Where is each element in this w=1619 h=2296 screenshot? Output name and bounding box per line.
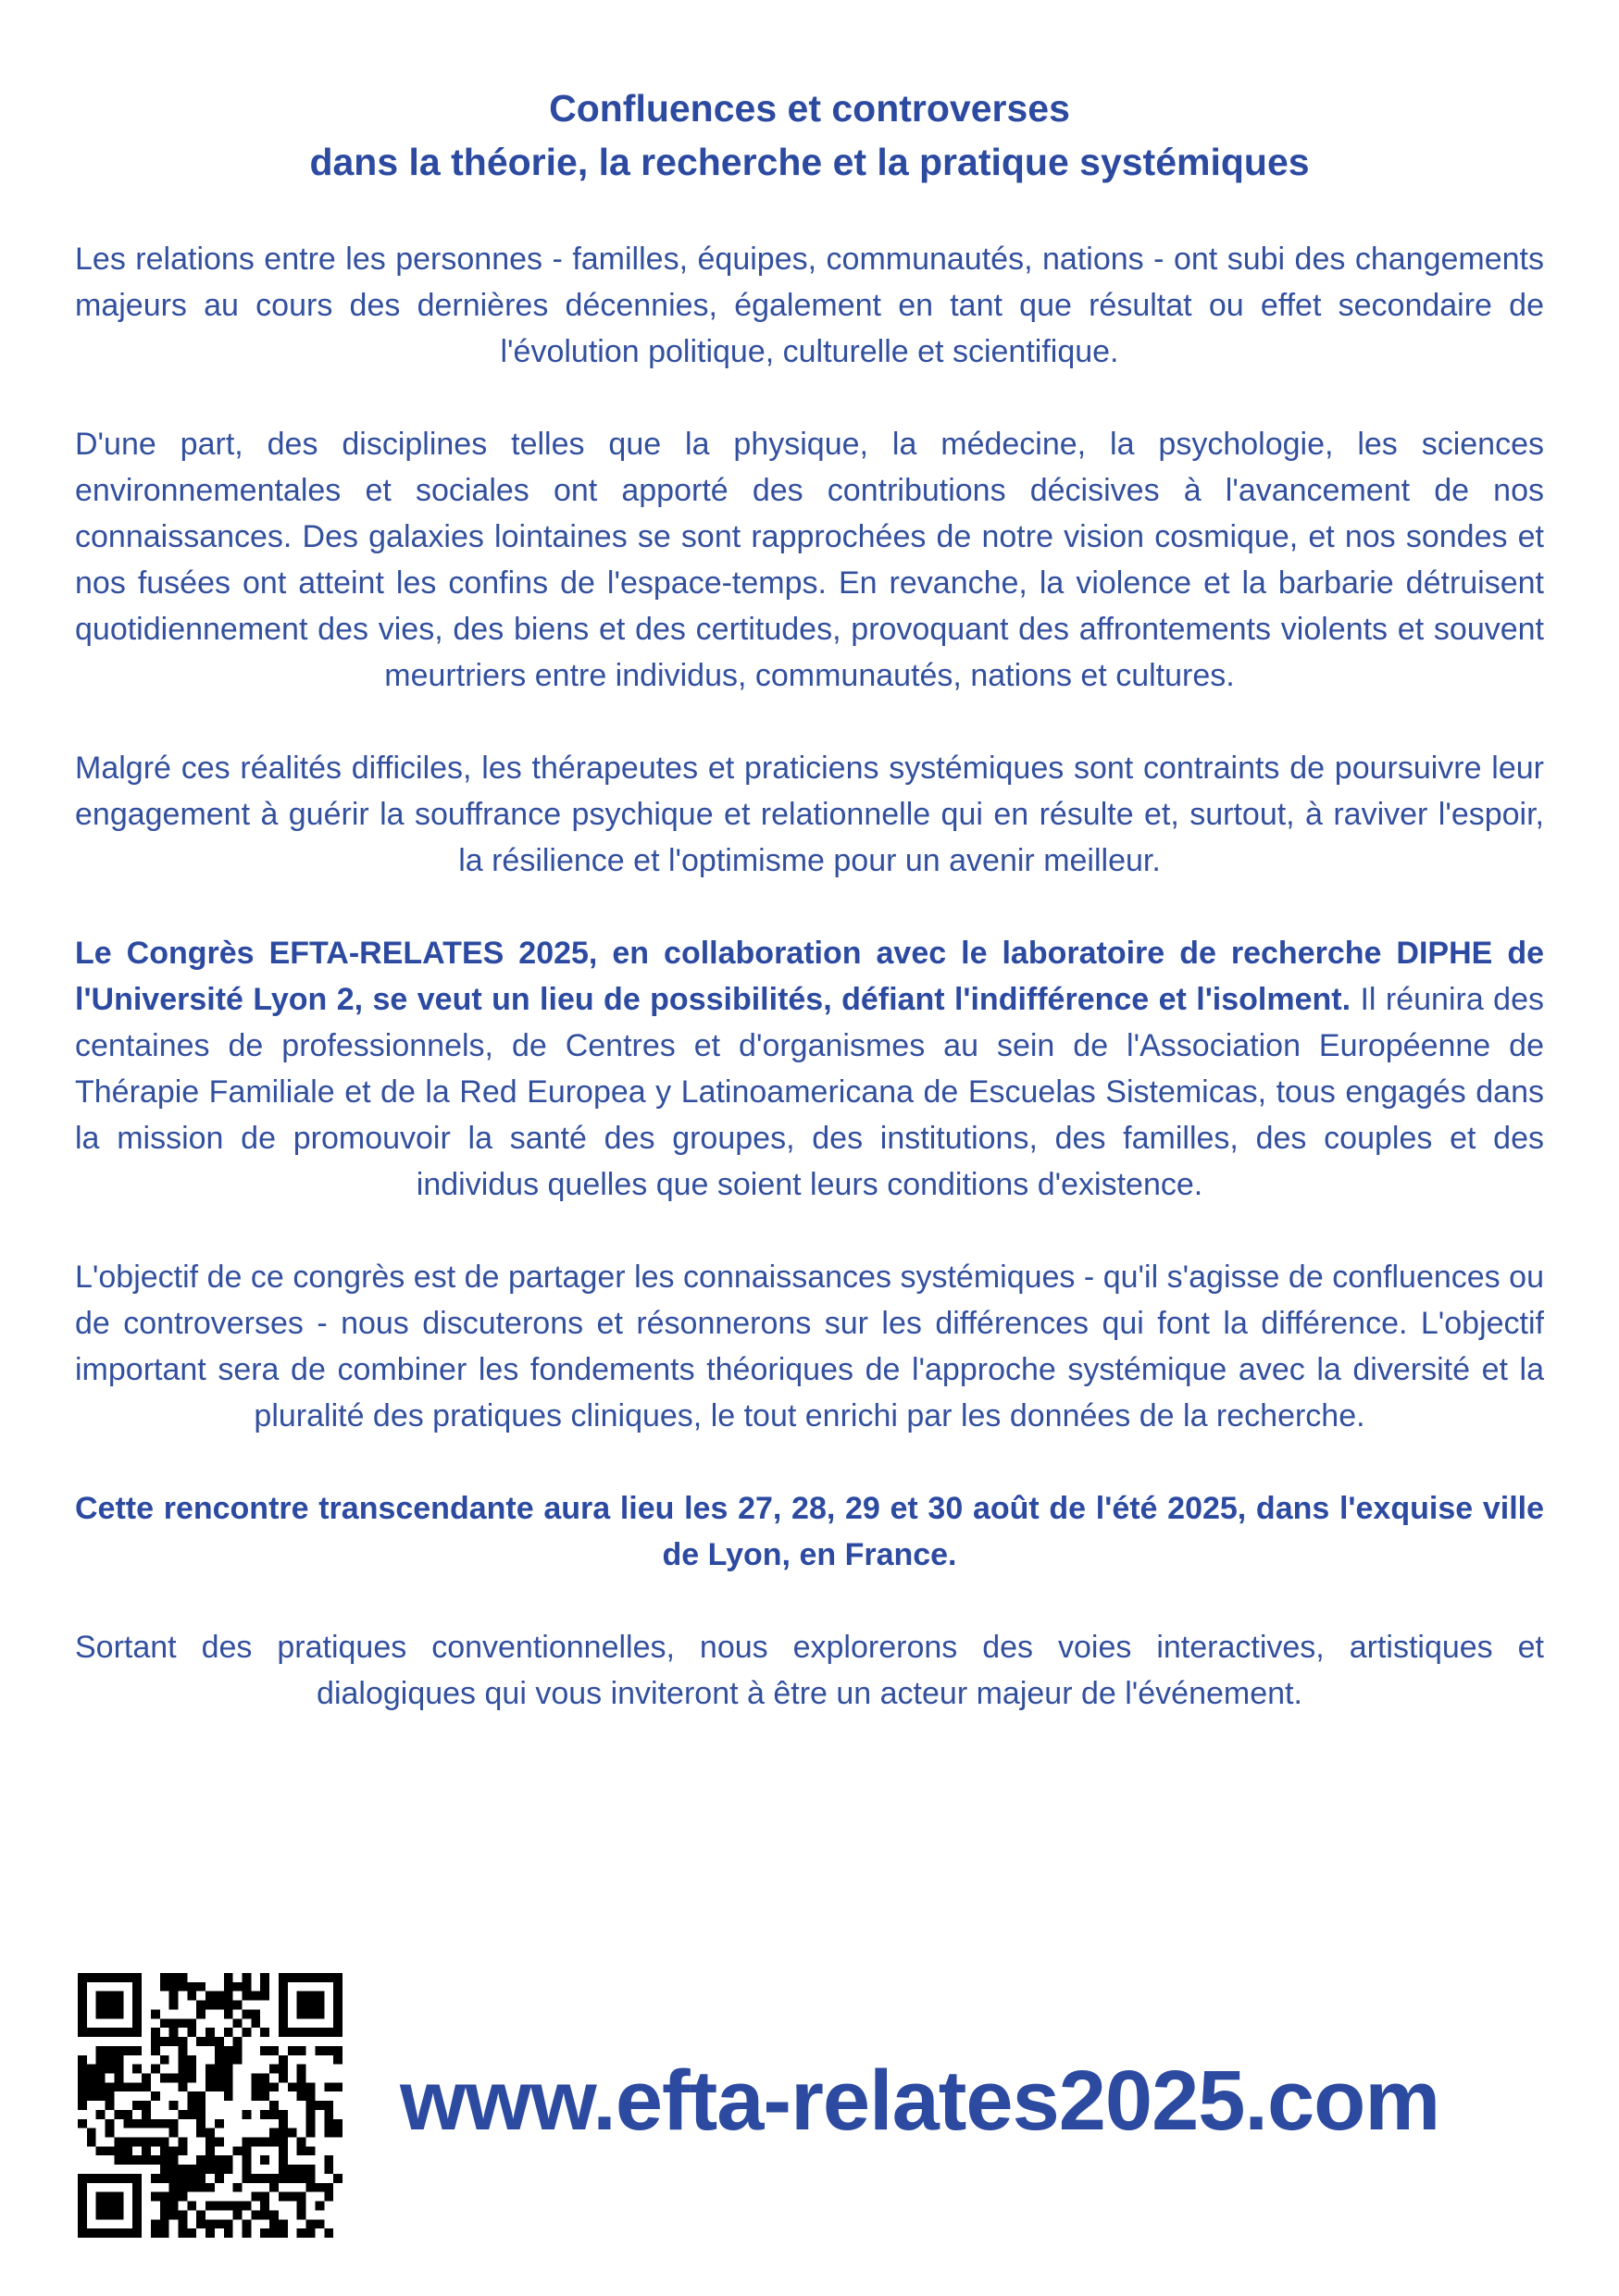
paragraph-pratiques: Sortant des pratiques conventionnelles, nous explorerons des voies interactives, artistiques et dialogiques qui vous inviteront à être un acteur majeur de l'événement. xyxy=(75,1630,1544,1711)
paragraph-congres xyxy=(75,930,1544,1208)
paragraph-objectif: L'objectif de ce congrès est de partager les connaissances systémiques - qu'il s'agisse de confluences ou de controverses - nous discuterons et résonnerons sur les différences qui font la différence. L'objectif important sera de combiner les fondements théoriques de l'approche systémique avec la diversité et la pluralité des pratiques cliniques, le tout enrichi par les données de la recherche. xyxy=(75,1260,1544,1433)
website-link[interactable]: www.efta-relates2025.com xyxy=(400,2054,1440,2148)
paragraph-therapeutes: Malgré ces réalités difficiles, les thérapeutes et praticiens systémiques sont contraints de poursuivre leur engagement à guérir la souffrance psychique et relationnelle qui en résulte et, surtout, à raviver l'espoir, la résilience et l'optimisme pour un avenir meilleur. xyxy=(75,751,1544,878)
page-title xyxy=(74,81,1545,189)
paragraph-relations: Les relations entre les personnes - familles, équipes, communautés, nations - ont subi des changements majeurs au cours des dernières décennies, également en tant que résultat ou effet secondaire de l'évolution politique, culturelle et scientifique. xyxy=(75,242,1544,369)
congres-description: Il réunira des centaines de professionnels, de Centres et d'organismes au sein de l'Association Européenne de Thérapie Familiale et de la Red Europea y Latinoamericana de Escuelas Sistemicas, tous engagés dans la mission de promouvoir la santé des groupes, des institutions, des familles, des couples et des individus quelles que soient leurs conditions d'existence. xyxy=(75,982,1544,1202)
body-content xyxy=(75,236,1544,1763)
title-line-2: dans la théorie, la recherche et la pratique systémiques xyxy=(309,141,1310,183)
congres-highlight: Le Congrès EFTA-RELATES 2025, en collaboration avec le laboratoire de recherche DIPHE de l'Université Lyon 2, se veut un lieu de possibilités, défiant l'indifférence et l'isolment. xyxy=(75,936,1544,1017)
paragraph-disciplines: D'une part, des disciplines telles que la physique, la médecine, la psychologie, les sciences environnementales et sociales ont apporté des contributions décisives à l'avancement de nos connaissances. Des galaxies lointaines se sont rapprochées de notre vision cosmique, et nos sondes et nos fusées ont atteint les confins de l'espace-temps. En revanche, la violence et la barbarie détruisent quotidiennement des vies, des biens et des certitudes, provoquant des affrontements violents et souvent meurtriers entre individus, communautés, nations et cultures. xyxy=(75,427,1544,693)
title-line-1: Confluences et controverses xyxy=(549,87,1070,130)
qr-code-icon[interactable] xyxy=(78,1973,342,2238)
paragraph-dates: Cette rencontre transcendante aura lieu les 27, 28, 29 et 30 août de l'été 2025, dans l'exquise ville de Lyon, en France. xyxy=(75,1491,1544,1572)
